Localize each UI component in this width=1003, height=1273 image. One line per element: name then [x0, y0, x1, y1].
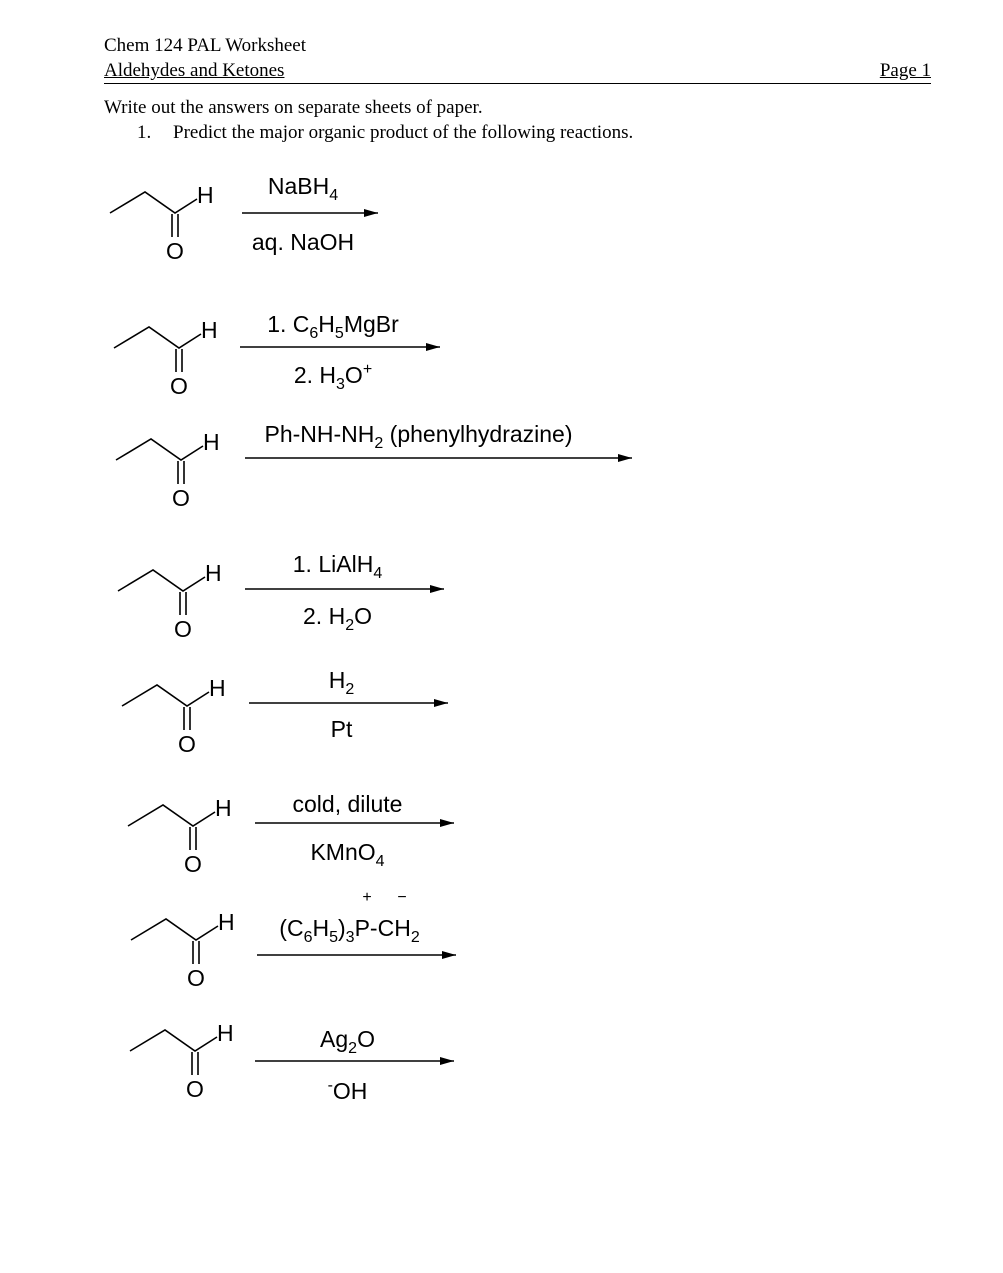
carbon-chain-bond [110, 192, 197, 213]
reagent-above-arrow: $Ph-NH-NH_2$ (phenylhydrazine) [264, 421, 573, 452]
reaction-2 [114, 311, 440, 399]
propanal-structure [116, 429, 220, 511]
hydrogen-atom-label: H [203, 429, 220, 455]
propanal-structure [114, 317, 218, 399]
positive-charge: + [362, 889, 372, 906]
hydrogen-atom-label: H [218, 909, 235, 935]
reaction-7 [131, 889, 456, 991]
reagent-above-arrow: 1. $C_6H_5MgBr$ [267, 311, 399, 342]
carbon-chain-bond [130, 1030, 217, 1051]
page-number: Page 1 [879, 60, 931, 81]
reagent-above-arrow: $H_2$ [328, 667, 355, 698]
reaction-8 [130, 1020, 454, 1104]
carbon-chain-bond [116, 439, 203, 460]
course-title: Chem 124 PAL Worksheet [104, 35, 307, 56]
oxygen-atom-label: O [170, 373, 188, 399]
reaction-3 [116, 421, 632, 511]
oxygen-atom-label: O [166, 238, 184, 264]
reagent-below-arrow: Pt [330, 716, 353, 742]
propanal-structure [110, 182, 214, 264]
oxygen-atom-label: O [184, 851, 202, 877]
oxygen-atom-label: O [178, 731, 196, 757]
carbon-chain-bond [122, 685, 209, 706]
question-text: Predict the major organic product of the following reactions. [173, 122, 634, 143]
carbon-chain-bond [128, 805, 215, 826]
reagent-below-arrow: -OH [327, 1077, 368, 1104]
carbon-chain-bond [118, 570, 205, 591]
reagent-below-arrow: 2. $H_3O^+$ [293, 361, 373, 393]
hydrogen-atom-label: H [215, 795, 232, 821]
propanal-structure [118, 560, 222, 642]
hydrogen-atom-label: H [201, 317, 218, 343]
reagent-above-arrow: $Ag_2O$ [320, 1026, 375, 1057]
oxygen-atom-label: O [186, 1076, 204, 1102]
reagent-below-arrow: KMnO$_4$ [310, 839, 385, 870]
reagent-above-arrow: NaBH$_4$ [267, 173, 339, 204]
topic-title: Aldehydes and Ketones [104, 60, 285, 81]
reaction-5 [122, 667, 448, 757]
reagent-below-arrow: 2. $H_2O$ [303, 603, 372, 634]
reaction-1 [110, 173, 378, 264]
propanal-structure [122, 675, 226, 757]
reagent-above-arrow: $(C_6H_5)_3P-CH_2$ [279, 915, 420, 946]
propanal-structure [130, 1020, 234, 1102]
oxygen-atom-label: O [172, 485, 190, 511]
reaction-6 [128, 791, 454, 877]
oxygen-atom-label: O [174, 616, 192, 642]
hydrogen-atom-label: H [205, 560, 222, 586]
instructions: Write out the answers on separate sheets of paper. [104, 97, 483, 118]
reaction-4 [118, 551, 444, 642]
negative-charge: − [397, 889, 407, 906]
question-number: 1. [137, 122, 152, 143]
carbon-chain-bond [114, 327, 201, 348]
propanal-structure [131, 909, 235, 991]
hydrogen-atom-label: H [209, 675, 226, 701]
oxygen-atom-label: O [187, 965, 205, 991]
hydrogen-atom-label: H [197, 182, 214, 208]
propanal-structure [128, 795, 232, 877]
reagent-below-arrow: aq. NaOH [251, 229, 355, 255]
hydrogen-atom-label: H [217, 1020, 234, 1046]
reagent-above-arrow: cold, dilute [292, 791, 403, 817]
reagent-above-arrow: 1. LiAlH$_4$ [292, 551, 383, 582]
carbon-chain-bond [131, 919, 218, 940]
